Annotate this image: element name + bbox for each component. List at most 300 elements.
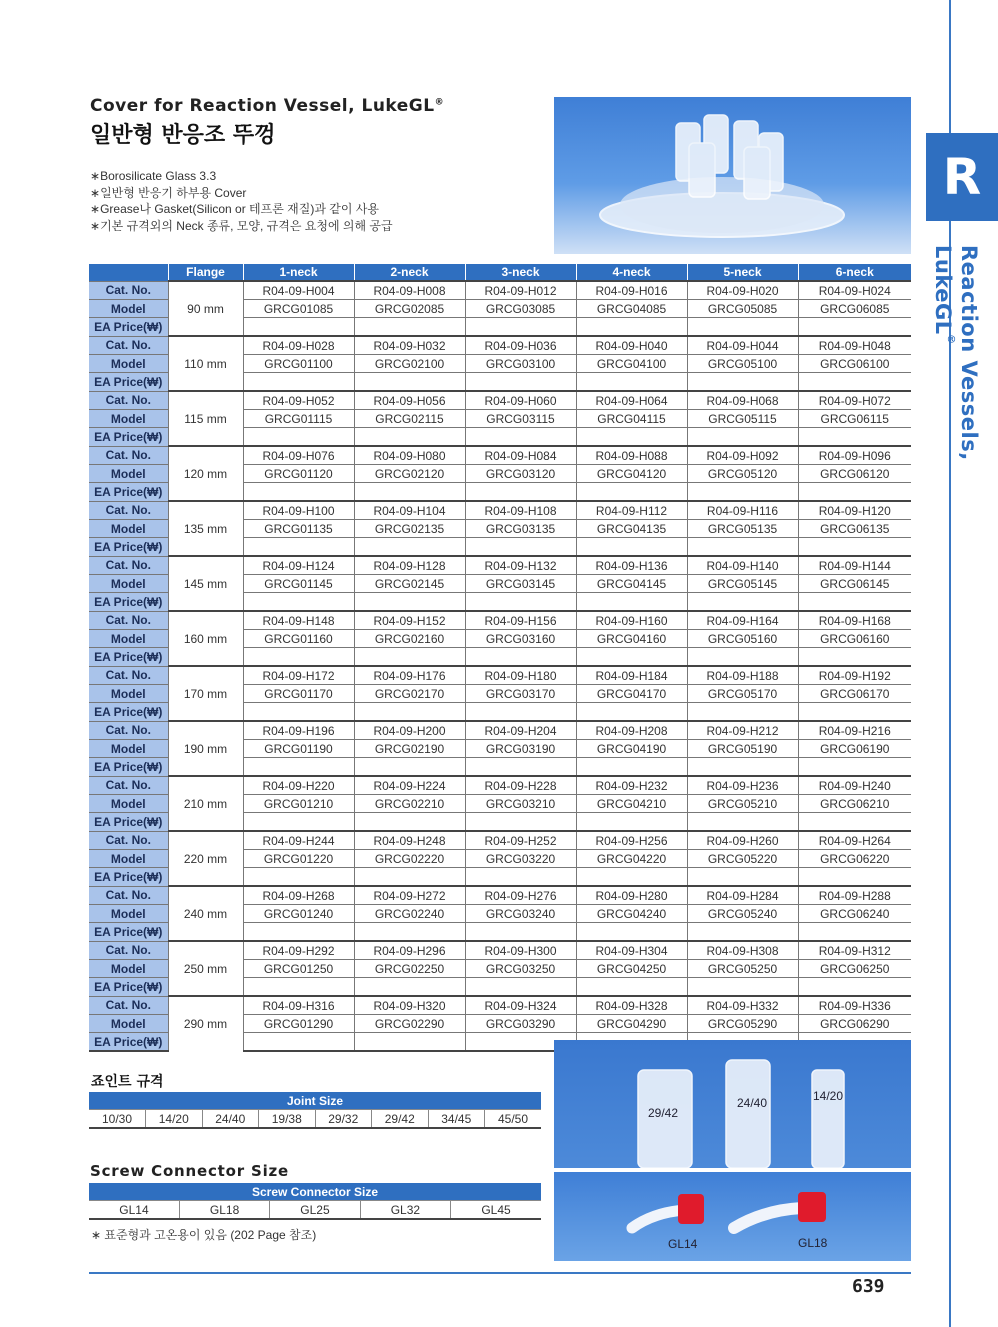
- price-cell: [243, 703, 354, 722]
- page-number: 639: [852, 1276, 885, 1297]
- model-cell: GRCG05120: [687, 465, 798, 483]
- cat-no-cell: R04-09-H012: [465, 281, 576, 300]
- bottom-rule: [89, 1272, 911, 1274]
- cat-no-cell: R04-09-H172: [243, 666, 354, 685]
- joint-label: 24/40: [737, 1096, 768, 1110]
- cat-no-cell: R04-09-H124: [243, 556, 354, 575]
- model-cell: GRCG05190: [687, 740, 798, 758]
- row-label-cat-no: Cat. No.: [89, 721, 168, 740]
- cat-no-cell: R04-09-H328: [576, 996, 687, 1015]
- price-cell: [687, 428, 798, 447]
- table-row: [89, 391, 911, 410]
- flange-cell: 210 mm: [168, 776, 243, 831]
- model-cell: GRCG03290: [465, 1015, 576, 1033]
- price-cell: [243, 648, 354, 667]
- price-cell: [465, 978, 576, 997]
- model-cell: GRCG04120: [576, 465, 687, 483]
- price-cell: [576, 373, 687, 392]
- cat-no-cell: R04-09-H232: [576, 776, 687, 795]
- cat-no-cell: R04-09-H120: [798, 501, 911, 520]
- price-cell: [465, 703, 576, 722]
- model-cell: GRCG06220: [798, 850, 911, 868]
- price-cell: [243, 868, 354, 887]
- row-label-model: Model: [89, 740, 168, 758]
- screw-label: GL18: [798, 1236, 828, 1250]
- price-cell: [687, 813, 798, 832]
- cat-no-cell: R04-09-H288: [798, 886, 911, 905]
- model-cell: GRCG06160: [798, 630, 911, 648]
- table-row: [89, 941, 911, 960]
- cat-no-cell: R04-09-H072: [798, 391, 911, 410]
- row-label-price: EA Price(₩): [89, 1033, 168, 1052]
- price-cell: [243, 318, 354, 337]
- model-cell: GRCG03115: [465, 410, 576, 428]
- row-label-model: Model: [89, 465, 168, 483]
- price-cell: [687, 373, 798, 392]
- table-row: [89, 446, 911, 465]
- joint-size-cell: 29/42: [372, 1110, 429, 1129]
- cat-no-cell: R04-09-H284: [687, 886, 798, 905]
- cat-no-cell: R04-09-H260: [687, 831, 798, 850]
- row-label-price: EA Price(₩): [89, 758, 168, 777]
- flange-cell: 250 mm: [168, 941, 243, 996]
- price-cell: [465, 428, 576, 447]
- row-label-model: Model: [89, 355, 168, 373]
- table-row: [89, 556, 911, 575]
- joints-image: [554, 1040, 911, 1168]
- joint-size-row: [89, 1110, 541, 1129]
- row-label-price: EA Price(₩): [89, 648, 168, 667]
- model-cell: GRCG03190: [465, 740, 576, 758]
- price-cell: [576, 868, 687, 887]
- row-label-price: EA Price(₩): [89, 428, 168, 447]
- price-cell: [243, 813, 354, 832]
- table-row: [89, 281, 911, 300]
- model-cell: GRCG05240: [687, 905, 798, 923]
- price-cell: [354, 703, 465, 722]
- cat-no-cell: R04-09-H204: [465, 721, 576, 740]
- model-cell: GRCG06250: [798, 960, 911, 978]
- price-cell: [687, 758, 798, 777]
- model-cell: GRCG02240: [354, 905, 465, 923]
- model-cell: GRCG06290: [798, 1015, 911, 1033]
- price-cell: [798, 538, 911, 557]
- price-cell: [798, 648, 911, 667]
- price-cell: [465, 923, 576, 942]
- model-cell: GRCG01120: [243, 465, 354, 483]
- row-label-price: EA Price(₩): [89, 318, 168, 337]
- model-cell: GRCG05115: [687, 410, 798, 428]
- cat-no-cell: R04-09-H188: [687, 666, 798, 685]
- cat-no-cell: R04-09-H268: [243, 886, 354, 905]
- price-cell: [243, 538, 354, 557]
- cat-no-cell: R04-09-H320: [354, 996, 465, 1015]
- row-label-cat-no: Cat. No.: [89, 886, 168, 905]
- table-row: [89, 501, 911, 520]
- screw-size-cell: GL18: [179, 1201, 269, 1220]
- model-cell: GRCG04100: [576, 355, 687, 373]
- price-cell: [798, 923, 911, 942]
- price-cell: [354, 593, 465, 612]
- cat-no-cell: R04-09-H056: [354, 391, 465, 410]
- model-cell: GRCG06100: [798, 355, 911, 373]
- product-title-en: Cover for Reaction Vessel, LukeGL®: [90, 96, 445, 116]
- model-cell: GRCG01240: [243, 905, 354, 923]
- cat-no-cell: R04-09-H304: [576, 941, 687, 960]
- cover-photo: [554, 97, 911, 254]
- price-cell: [354, 318, 465, 337]
- row-label-model: Model: [89, 410, 168, 428]
- joint-size-table: [89, 1092, 541, 1129]
- row-label-cat-no: Cat. No.: [89, 666, 168, 685]
- table-row: [89, 831, 911, 850]
- cat-no-cell: R04-09-H220: [243, 776, 354, 795]
- price-cell: [243, 593, 354, 612]
- price-cell: [798, 318, 911, 337]
- cat-no-cell: R04-09-H100: [243, 501, 354, 520]
- flange-cell: 220 mm: [168, 831, 243, 886]
- model-cell: GRCG06145: [798, 575, 911, 593]
- cat-no-cell: R04-09-H076: [243, 446, 354, 465]
- row-label-cat-no: Cat. No.: [89, 941, 168, 960]
- model-cell: GRCG02145: [354, 575, 465, 593]
- model-cell: GRCG01220: [243, 850, 354, 868]
- table-row: [89, 886, 911, 905]
- cat-no-cell: R04-09-H184: [576, 666, 687, 685]
- joint-size-header: Joint Size: [89, 1092, 541, 1110]
- model-cell: GRCG06120: [798, 465, 911, 483]
- feature-list: [90, 168, 393, 234]
- model-cell: GRCG03160: [465, 630, 576, 648]
- price-cell: [243, 758, 354, 777]
- model-cell: GRCG05290: [687, 1015, 798, 1033]
- model-cell: GRCG02190: [354, 740, 465, 758]
- table-row: [89, 776, 911, 795]
- table-row: [89, 666, 911, 685]
- price-cell: [354, 538, 465, 557]
- flange-cell: 90 mm: [168, 281, 243, 336]
- flange-cell: 160 mm: [168, 611, 243, 666]
- cat-no-cell: R04-09-H060: [465, 391, 576, 410]
- cat-no-cell: R04-09-H016: [576, 281, 687, 300]
- screw-photo: [554, 1172, 911, 1261]
- model-cell: GRCG05250: [687, 960, 798, 978]
- price-cell: [243, 483, 354, 502]
- joint-label: 14/20: [813, 1089, 844, 1103]
- price-cell: [687, 593, 798, 612]
- product-table-body: [89, 281, 911, 1051]
- cat-no-cell: R04-09-H240: [798, 776, 911, 795]
- joint-section-title: 죠인트 규격: [91, 1074, 164, 1090]
- price-cell: [798, 703, 911, 722]
- cat-no-cell: R04-09-H216: [798, 721, 911, 740]
- section-tab: R: [926, 133, 998, 221]
- cat-no-cell: R04-09-H248: [354, 831, 465, 850]
- model-cell: GRCG02160: [354, 630, 465, 648]
- vessel-cover-image: [554, 97, 911, 254]
- model-cell: GRCG04210: [576, 795, 687, 813]
- cat-no-cell: R04-09-H104: [354, 501, 465, 520]
- row-label-price: EA Price(₩): [89, 978, 168, 997]
- price-cell: [465, 538, 576, 557]
- joint-size-cell: 10/30: [89, 1110, 146, 1129]
- model-cell: GRCG02210: [354, 795, 465, 813]
- price-cell: [354, 483, 465, 502]
- flange-cell: 120 mm: [168, 446, 243, 501]
- cat-no-cell: R04-09-H108: [465, 501, 576, 520]
- model-cell: GRCG02115: [354, 410, 465, 428]
- model-cell: GRCG04145: [576, 575, 687, 593]
- price-cell: [243, 1033, 354, 1052]
- model-cell: GRCG02100: [354, 355, 465, 373]
- row-label-model: Model: [89, 905, 168, 923]
- price-cell: [576, 648, 687, 667]
- price-cell: [576, 483, 687, 502]
- model-cell: GRCG05220: [687, 850, 798, 868]
- flange-cell: 240 mm: [168, 886, 243, 941]
- feature-item: ∗ Borosilicate Glass 3.3: [90, 168, 393, 185]
- model-cell: GRCG03250: [465, 960, 576, 978]
- cat-no-cell: R04-09-H080: [354, 446, 465, 465]
- cat-no-cell: R04-09-H032: [354, 336, 465, 355]
- model-cell: GRCG02220: [354, 850, 465, 868]
- model-cell: GRCG05135: [687, 520, 798, 538]
- price-cell: [465, 593, 576, 612]
- feature-item: ∗ Grease나 Gasket(Silicon or 테프론 재질)과 같이 사용: [90, 201, 393, 218]
- price-cell: [576, 703, 687, 722]
- header-cell: Flange: [168, 264, 243, 281]
- price-cell: [576, 538, 687, 557]
- row-label-price: EA Price(₩): [89, 538, 168, 557]
- price-cell: [354, 1033, 465, 1052]
- model-cell: GRCG06135: [798, 520, 911, 538]
- header-cell: 6-neck: [798, 264, 911, 281]
- model-cell: GRCG04240: [576, 905, 687, 923]
- model-cell: GRCG06240: [798, 905, 911, 923]
- row-label-cat-no: Cat. No.: [89, 446, 168, 465]
- flange-cell: 145 mm: [168, 556, 243, 611]
- model-cell: GRCG02250: [354, 960, 465, 978]
- cat-no-cell: R04-09-H300: [465, 941, 576, 960]
- model-cell: GRCG06210: [798, 795, 911, 813]
- joint-size-cell: 14/20: [146, 1110, 203, 1129]
- price-cell: [576, 813, 687, 832]
- price-cell: [354, 923, 465, 942]
- joint-size-cell: 45/50: [485, 1110, 542, 1129]
- model-cell: GRCG02085: [354, 300, 465, 318]
- row-label-price: EA Price(₩): [89, 923, 168, 942]
- screw-size-table: [89, 1183, 541, 1220]
- row-label-cat-no: Cat. No.: [89, 556, 168, 575]
- model-cell: GRCG01290: [243, 1015, 354, 1033]
- price-cell: [576, 428, 687, 447]
- joint-label: 29/42: [648, 1106, 679, 1120]
- model-cell: GRCG01170: [243, 685, 354, 703]
- cat-no-cell: R04-09-H236: [687, 776, 798, 795]
- price-cell: [465, 483, 576, 502]
- price-cell: [576, 318, 687, 337]
- cat-no-cell: R04-09-H004: [243, 281, 354, 300]
- price-cell: [354, 758, 465, 777]
- cat-no-cell: R04-09-H200: [354, 721, 465, 740]
- price-cell: [687, 978, 798, 997]
- cat-no-cell: R04-09-H308: [687, 941, 798, 960]
- row-label-model: Model: [89, 795, 168, 813]
- row-label-cat-no: Cat. No.: [89, 996, 168, 1015]
- row-label-price: EA Price(₩): [89, 593, 168, 612]
- screw-label: GL14: [668, 1237, 698, 1251]
- cat-no-cell: R04-09-H156: [465, 611, 576, 630]
- header-cell: [89, 264, 168, 281]
- price-cell: [687, 538, 798, 557]
- model-cell: GRCG04220: [576, 850, 687, 868]
- cat-no-cell: R04-09-H096: [798, 446, 911, 465]
- row-label-model: Model: [89, 575, 168, 593]
- cat-no-cell: R04-09-H276: [465, 886, 576, 905]
- price-cell: [687, 703, 798, 722]
- cat-no-cell: R04-09-H084: [465, 446, 576, 465]
- price-cell: [243, 428, 354, 447]
- cat-no-cell: R04-09-H292: [243, 941, 354, 960]
- feature-item: ∗ 일반형 반응기 하부용 Cover: [90, 185, 393, 202]
- model-cell: GRCG03220: [465, 850, 576, 868]
- joint-size-cell: 24/40: [202, 1110, 259, 1129]
- price-cell: [687, 318, 798, 337]
- screw-connectors-image: [554, 1172, 911, 1261]
- model-cell: GRCG03100: [465, 355, 576, 373]
- row-label-cat-no: Cat. No.: [89, 611, 168, 630]
- cat-no-cell: R04-09-H212: [687, 721, 798, 740]
- row-label-price: EA Price(₩): [89, 483, 168, 502]
- price-cell: [243, 373, 354, 392]
- price-cell: [354, 648, 465, 667]
- flange-cell: 135 mm: [168, 501, 243, 556]
- cat-no-cell: R04-09-H336: [798, 996, 911, 1015]
- cat-no-cell: R04-09-H116: [687, 501, 798, 520]
- model-cell: GRCG04290: [576, 1015, 687, 1033]
- cat-no-cell: R04-09-H024: [798, 281, 911, 300]
- table-row: [89, 336, 911, 355]
- joint-size-cell: 29/32: [315, 1110, 372, 1129]
- cat-no-cell: R04-09-H316: [243, 996, 354, 1015]
- cat-no-cell: R04-09-H160: [576, 611, 687, 630]
- cat-no-cell: R04-09-H180: [465, 666, 576, 685]
- screw-size-row: [89, 1201, 541, 1220]
- flange-cell: 115 mm: [168, 391, 243, 446]
- row-label-model: Model: [89, 630, 168, 648]
- cat-no-cell: R04-09-H148: [243, 611, 354, 630]
- model-cell: GRCG03085: [465, 300, 576, 318]
- cat-no-cell: R04-09-H228: [465, 776, 576, 795]
- model-cell: GRCG05085: [687, 300, 798, 318]
- cat-no-cell: R04-09-H324: [465, 996, 576, 1015]
- row-label-model: Model: [89, 685, 168, 703]
- table-row: [89, 721, 911, 740]
- model-cell: GRCG01145: [243, 575, 354, 593]
- price-cell: [576, 758, 687, 777]
- model-cell: GRCG05210: [687, 795, 798, 813]
- model-cell: GRCG05170: [687, 685, 798, 703]
- cat-no-cell: R04-09-H040: [576, 336, 687, 355]
- price-cell: [465, 868, 576, 887]
- cat-no-cell: R04-09-H152: [354, 611, 465, 630]
- cat-no-cell: R04-09-H044: [687, 336, 798, 355]
- model-cell: GRCG03170: [465, 685, 576, 703]
- price-cell: [576, 978, 687, 997]
- cat-no-cell: R04-09-H052: [243, 391, 354, 410]
- row-label-price: EA Price(₩): [89, 868, 168, 887]
- cat-no-cell: R04-09-H252: [465, 831, 576, 850]
- row-label-cat-no: Cat. No.: [89, 831, 168, 850]
- header-cell: 2-neck: [354, 264, 465, 281]
- price-cell: [798, 428, 911, 447]
- screw-size-header: Screw Connector Size: [89, 1183, 541, 1201]
- model-cell: GRCG01135: [243, 520, 354, 538]
- side-section-title: Reaction Vessels, LukeGL®: [931, 245, 981, 461]
- joint-size-cell: 34/45: [428, 1110, 485, 1129]
- joint-size-cell: 19/38: [259, 1110, 316, 1129]
- model-cell: GRCG06085: [798, 300, 911, 318]
- row-label-model: Model: [89, 960, 168, 978]
- model-cell: GRCG05100: [687, 355, 798, 373]
- row-label-price: EA Price(₩): [89, 813, 168, 832]
- model-cell: GRCG06115: [798, 410, 911, 428]
- row-label-model: Model: [89, 850, 168, 868]
- price-cell: [243, 923, 354, 942]
- price-cell: [687, 923, 798, 942]
- price-cell: [798, 593, 911, 612]
- price-cell: [798, 373, 911, 392]
- model-cell: GRCG01210: [243, 795, 354, 813]
- model-cell: GRCG02170: [354, 685, 465, 703]
- cat-no-cell: R04-09-H168: [798, 611, 911, 630]
- row-label-cat-no: Cat. No.: [89, 336, 168, 355]
- row-label-cat-no: Cat. No.: [89, 391, 168, 410]
- cat-no-cell: R04-09-H264: [798, 831, 911, 850]
- cat-no-cell: R04-09-H028: [243, 336, 354, 355]
- model-cell: GRCG01190: [243, 740, 354, 758]
- table-header-row: [89, 264, 911, 281]
- product-title-ko: 일반형 반응조 뚜껑: [90, 123, 276, 148]
- cat-no-cell: R04-09-H008: [354, 281, 465, 300]
- price-cell: [354, 373, 465, 392]
- cat-no-cell: R04-09-H256: [576, 831, 687, 850]
- price-cell: [465, 758, 576, 777]
- model-cell: GRCG05160: [687, 630, 798, 648]
- price-cell: [798, 978, 911, 997]
- model-cell: GRCG01085: [243, 300, 354, 318]
- cat-no-cell: R04-09-H208: [576, 721, 687, 740]
- cat-no-cell: R04-09-H176: [354, 666, 465, 685]
- cat-no-cell: R04-09-H048: [798, 336, 911, 355]
- model-cell: GRCG04170: [576, 685, 687, 703]
- cat-no-cell: R04-09-H144: [798, 556, 911, 575]
- price-cell: [687, 483, 798, 502]
- table-row: [89, 996, 911, 1015]
- cat-no-cell: R04-09-H064: [576, 391, 687, 410]
- row-label-cat-no: Cat. No.: [89, 281, 168, 300]
- screw-size-cell: GL14: [89, 1201, 179, 1220]
- screw-size-cell: GL32: [360, 1201, 450, 1220]
- cat-no-cell: R04-09-H140: [687, 556, 798, 575]
- model-cell: GRCG01250: [243, 960, 354, 978]
- model-cell: GRCG01115: [243, 410, 354, 428]
- flange-cell: 170 mm: [168, 666, 243, 721]
- cat-no-cell: R04-09-H092: [687, 446, 798, 465]
- model-cell: GRCG02290: [354, 1015, 465, 1033]
- model-cell: GRCG04250: [576, 960, 687, 978]
- price-cell: [465, 648, 576, 667]
